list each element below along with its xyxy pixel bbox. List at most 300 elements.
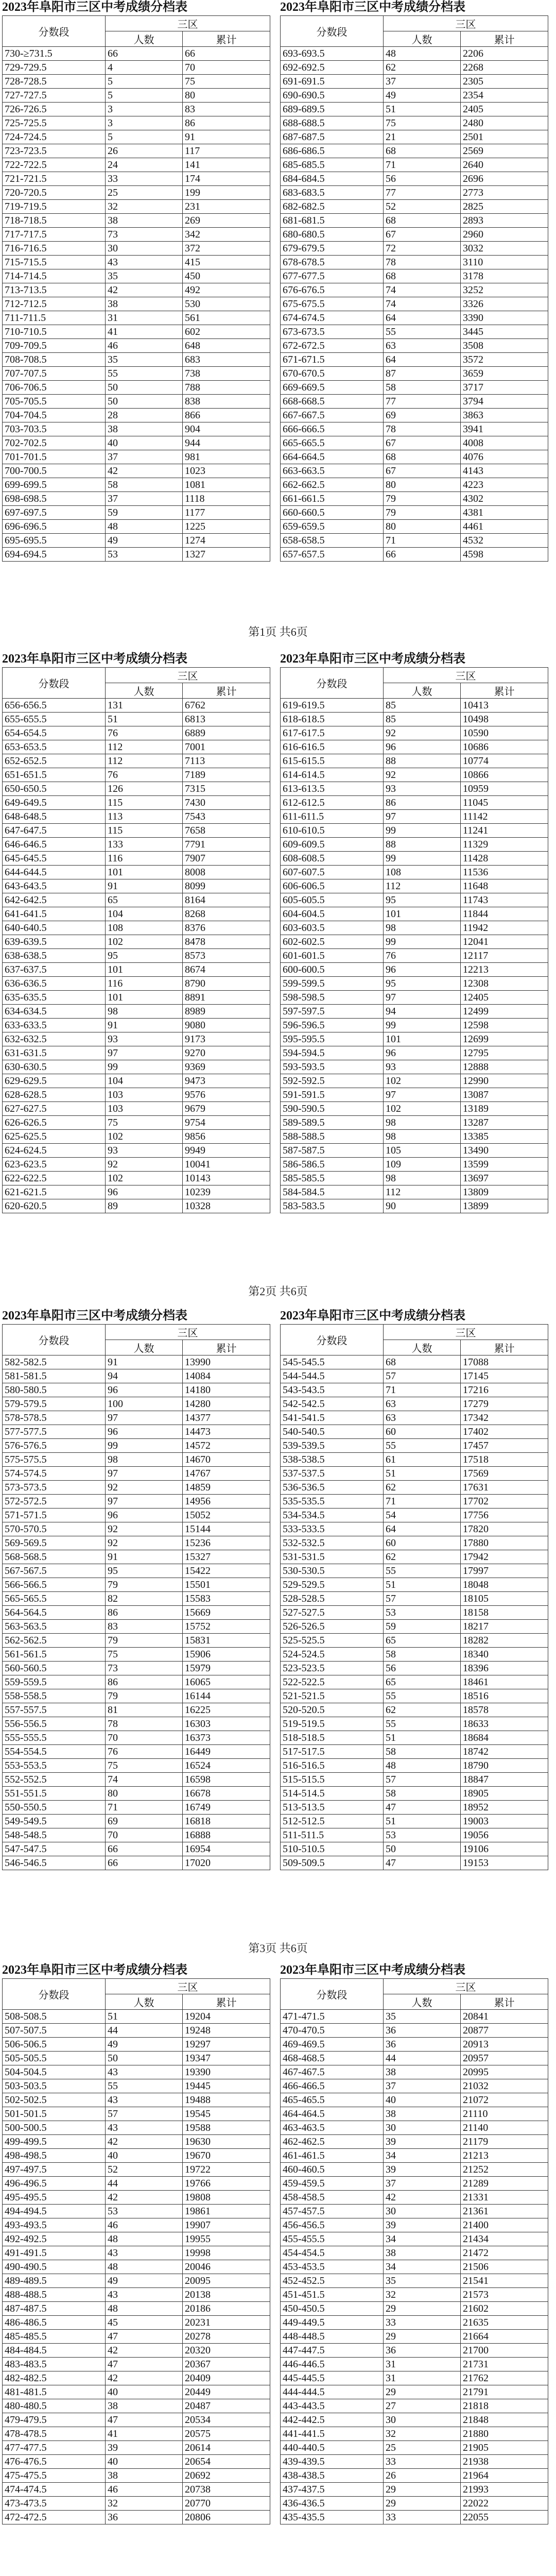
score-range-cell: 631-631.5: [3, 1046, 106, 1060]
count-cell: 47: [106, 2358, 183, 2371]
count-cell: 37: [106, 450, 183, 464]
score-range-cell: 449-449.5: [281, 2316, 384, 2330]
count-cell: 57: [384, 1369, 461, 1383]
cumulative-cell: 3032: [461, 242, 548, 256]
score-range-cell: 715-715.5: [3, 256, 106, 269]
score-range-cell: 727-727.5: [3, 89, 106, 103]
score-range-cell: 492-492.5: [3, 2232, 106, 2246]
table-row: [281, 2455, 548, 2469]
count-cell: 101: [106, 963, 183, 977]
table-row: [281, 1550, 548, 1564]
score-range-cell: 650-650.5: [3, 782, 106, 796]
score-range-cell: 610-610.5: [281, 824, 384, 838]
score-range-cell: 635-635.5: [3, 991, 106, 1005]
table-row: [281, 1536, 548, 1550]
table-row: [281, 1130, 548, 1144]
count-cell: 32: [106, 200, 183, 214]
cumulative-cell: 3863: [461, 409, 548, 422]
score-table: [280, 15, 548, 562]
cumulative-cell: 11743: [461, 893, 548, 907]
table-row: [281, 2260, 548, 2274]
table-row: [3, 1046, 270, 1060]
score-range-cell: 655-655.5: [3, 713, 106, 726]
score-range-cell: 703-703.5: [3, 422, 106, 436]
score-range-cell: 494-494.5: [3, 2205, 106, 2218]
count-cell: 38: [106, 422, 183, 436]
count-cell: 48: [106, 2232, 183, 2246]
count-cell: 97: [106, 1411, 183, 1425]
score-range-cell: 513-513.5: [281, 1801, 384, 1815]
score-range-cell: 466-466.5: [281, 2079, 384, 2093]
count-cell: 95: [384, 977, 461, 991]
score-range-cell: 719-719.5: [3, 200, 106, 214]
score-range-cell: 443-443.5: [281, 2399, 384, 2413]
cumulative-cell: 372: [183, 242, 270, 256]
count-cell: 92: [384, 726, 461, 740]
cumulative-cell: 15236: [183, 1536, 270, 1550]
table-row: [3, 1467, 270, 1481]
table-row: [281, 2065, 548, 2079]
score-range-cell: 608-608.5: [281, 852, 384, 866]
table-row: [3, 103, 270, 116]
score-range-cell: 613-613.5: [281, 782, 384, 796]
cumulative-cell: 1177: [183, 506, 270, 520]
table-row: [3, 1074, 270, 1088]
count-cell: 76: [384, 949, 461, 963]
count-cell: 97: [106, 1046, 183, 1060]
count-cell: 70: [106, 1731, 183, 1745]
score-range-cell: 543-543.5: [281, 1383, 384, 1397]
count-cell: 56: [384, 1662, 461, 1675]
count-cell: 51: [106, 713, 183, 726]
count-cell: 39: [106, 2441, 183, 2455]
score-range-cell: 624-624.5: [3, 1144, 106, 1158]
count-cell: 98: [106, 1005, 183, 1019]
table-row: [3, 2288, 270, 2302]
cumulative-cell: 20738: [183, 2483, 270, 2497]
score-range-cell: 630-630.5: [3, 1060, 106, 1074]
count-cell: 55: [384, 1717, 461, 1731]
cumulative-cell: 561: [183, 311, 270, 325]
table-row: [281, 907, 548, 921]
table-row: [3, 325, 270, 339]
score-range-cell: 591-591.5: [281, 1088, 384, 1102]
table-row: [3, 977, 270, 991]
table-row: [3, 1675, 270, 1689]
score-range-cell: 574-574.5: [3, 1467, 106, 1481]
score-range-cell: 637-637.5: [3, 963, 106, 977]
count-cell: 71: [384, 1495, 461, 1509]
cumulative-cell: 91: [183, 130, 270, 144]
cumulative-cell: 2640: [461, 158, 548, 172]
score-range-cell: 570-570.5: [3, 1522, 106, 1536]
cumulative-cell: 18158: [461, 1606, 548, 1620]
count-cell: 5: [106, 75, 183, 89]
count-cell: 58: [384, 1787, 461, 1801]
header-cumulative: 累计: [183, 1340, 270, 1355]
table-row: [3, 1787, 270, 1801]
cumulative-cell: 10498: [461, 713, 548, 726]
table-row: [281, 2079, 548, 2093]
score-range-cell: 515-515.5: [281, 1773, 384, 1787]
count-cell: 76: [106, 726, 183, 740]
count-cell: 85: [384, 699, 461, 713]
cumulative-cell: 14767: [183, 1467, 270, 1481]
score-range-cell: 594-594.5: [281, 1046, 384, 1060]
cumulative-cell: 17518: [461, 1453, 548, 1467]
cumulative-cell: 70: [183, 61, 270, 75]
table-row: [281, 1425, 548, 1439]
count-cell: 48: [384, 1759, 461, 1773]
cumulative-cell: 2268: [461, 61, 548, 75]
table-row: [281, 1481, 548, 1495]
table-title: 2023年阜阳市三区中考成绩分档表: [2, 1, 187, 14]
score-range-cell: 726-726.5: [3, 103, 106, 116]
cumulative-cell: 10143: [183, 1172, 270, 1185]
cumulative-cell: 450: [183, 269, 270, 283]
cumulative-cell: 22055: [461, 2511, 548, 2524]
table-row: [3, 1759, 270, 1773]
table-title: 2023年阜阳市三区中考成绩分档表: [280, 1309, 465, 1323]
count-cell: 42: [106, 2191, 183, 2205]
header-count: 人数: [384, 683, 461, 699]
table-row: [281, 200, 548, 214]
count-cell: 60: [384, 1425, 461, 1439]
table-row: [3, 1648, 270, 1662]
score-range-cell: 520-520.5: [281, 1703, 384, 1717]
header-district: 三区: [384, 668, 548, 683]
count-cell: 41: [106, 325, 183, 339]
count-cell: 52: [384, 200, 461, 214]
cumulative-cell: 20770: [183, 2497, 270, 2511]
cumulative-cell: 19153: [461, 1856, 548, 1870]
count-cell: 69: [106, 1815, 183, 1828]
cumulative-cell: 19390: [183, 2065, 270, 2079]
score-range-cell: 540-540.5: [281, 1425, 384, 1439]
count-cell: 42: [106, 283, 183, 297]
score-range-cell: 501-501.5: [3, 2107, 106, 2121]
score-range-cell: 649-649.5: [3, 796, 106, 810]
table-row: [3, 754, 270, 768]
cumulative-cell: 12888: [461, 1060, 548, 1074]
table-row: [3, 879, 270, 893]
cumulative-cell: 80: [183, 89, 270, 103]
score-range-cell: 666-666.5: [281, 422, 384, 436]
score-range-cell: 692-692.5: [281, 61, 384, 75]
count-cell: 66: [106, 1856, 183, 1870]
table-row: [281, 1383, 548, 1397]
score-range-cell: 576-576.5: [3, 1439, 106, 1453]
score-range-cell: 505-505.5: [3, 2052, 106, 2065]
score-range-cell: 718-718.5: [3, 214, 106, 228]
count-cell: 78: [384, 422, 461, 436]
table-row: [281, 520, 548, 534]
cumulative-cell: 3326: [461, 297, 548, 311]
table-row: [281, 297, 548, 311]
table-row: [3, 1842, 270, 1856]
score-range-cell: 628-628.5: [3, 1088, 106, 1102]
count-cell: 46: [106, 339, 183, 353]
table-row: [3, 436, 270, 450]
score-range-cell: 464-464.5: [281, 2107, 384, 2121]
table-row: [281, 214, 548, 228]
count-cell: 50: [106, 395, 183, 409]
score-range-cell: 544-544.5: [281, 1369, 384, 1383]
cumulative-cell: 9679: [183, 1102, 270, 1116]
cumulative-cell: 13899: [461, 1199, 548, 1213]
table-row: [281, 2483, 548, 2497]
table-section-right: [280, 652, 554, 1213]
count-cell: 52: [106, 2163, 183, 2177]
cumulative-cell: 12699: [461, 1032, 548, 1046]
score-range-cell: 495-495.5: [3, 2191, 106, 2205]
table-row: [3, 130, 270, 144]
score-range-cell: 463-463.5: [281, 2121, 384, 2135]
score-range-cell: 558-558.5: [3, 1689, 106, 1703]
count-cell: 55: [106, 367, 183, 381]
count-cell: 99: [106, 1439, 183, 1453]
count-cell: 108: [384, 866, 461, 879]
page: [0, 652, 556, 1298]
cumulative-cell: 17145: [461, 1369, 548, 1383]
count-cell: 74: [106, 1773, 183, 1787]
count-cell: 116: [106, 852, 183, 866]
cumulative-cell: 3252: [461, 283, 548, 297]
cumulative-cell: 1327: [183, 548, 270, 562]
table-row: [281, 1144, 548, 1158]
score-range-cell: 480-480.5: [3, 2399, 106, 2413]
table-row: [3, 492, 270, 506]
count-cell: 33: [384, 2455, 461, 2469]
cumulative-cell: 21400: [461, 2218, 548, 2232]
score-range-cell: 633-633.5: [3, 1019, 106, 1032]
table-section-right: [280, 0, 554, 562]
cumulative-cell: 8674: [183, 963, 270, 977]
count-cell: 48: [106, 2260, 183, 2274]
count-cell: 30: [384, 2121, 461, 2135]
cumulative-cell: 117: [183, 144, 270, 158]
count-cell: 67: [384, 464, 461, 478]
score-range-cell: 586-586.5: [281, 1158, 384, 1172]
cumulative-cell: 683: [183, 353, 270, 367]
count-cell: 38: [106, 2469, 183, 2483]
cumulative-cell: 16598: [183, 1773, 270, 1787]
cumulative-cell: 944: [183, 436, 270, 450]
score-range-cell: 600-600.5: [281, 963, 384, 977]
cumulative-cell: 4302: [461, 492, 548, 506]
table-row: [281, 740, 548, 754]
score-range-cell: 665-665.5: [281, 436, 384, 450]
cumulative-cell: 21110: [461, 2107, 548, 2121]
score-range-cell: 706-706.5: [3, 381, 106, 395]
count-cell: 29: [384, 2302, 461, 2316]
score-range-cell: 605-605.5: [281, 893, 384, 907]
score-range-cell: 709-709.5: [3, 339, 106, 353]
score-range-cell: 497-497.5: [3, 2163, 106, 2177]
table-row: [3, 381, 270, 395]
cumulative-cell: 17569: [461, 1467, 548, 1481]
page-footer: 第2页 共6页: [248, 1285, 308, 1298]
count-cell: 25: [384, 2441, 461, 2455]
cumulative-cell: 20231: [183, 2316, 270, 2330]
cumulative-cell: 4008: [461, 436, 548, 450]
table-row: [281, 1662, 548, 1675]
table-row: [3, 2399, 270, 2413]
cumulative-cell: 20806: [183, 2511, 270, 2524]
count-cell: 83: [106, 1620, 183, 1634]
table-row: [3, 1606, 270, 1620]
cumulative-cell: 20409: [183, 2371, 270, 2385]
cumulative-cell: 21140: [461, 2121, 548, 2135]
table-row: [3, 2010, 270, 2024]
table-row: [3, 935, 270, 949]
table-row: [281, 381, 548, 395]
page: [0, 1963, 556, 2576]
count-cell: 101: [106, 991, 183, 1005]
score-range-cell: 636-636.5: [3, 977, 106, 991]
count-cell: 97: [384, 1088, 461, 1102]
cumulative-cell: 8573: [183, 949, 270, 963]
score-range-cell: 457-457.5: [281, 2205, 384, 2218]
cumulative-cell: 19106: [461, 1842, 548, 1856]
count-cell: 64: [384, 1522, 461, 1536]
count-cell: 73: [106, 228, 183, 242]
cumulative-cell: 13809: [461, 1185, 548, 1199]
header-count: 人数: [106, 1340, 183, 1355]
table-row: [281, 921, 548, 935]
count-cell: 43: [106, 2288, 183, 2302]
cumulative-cell: 9856: [183, 1130, 270, 1144]
count-cell: 92: [384, 768, 461, 782]
count-cell: 86: [106, 1675, 183, 1689]
score-range-cell: 474-474.5: [3, 2483, 106, 2497]
table-row: [281, 311, 548, 325]
cumulative-cell: 21506: [461, 2260, 548, 2274]
table-row: [281, 47, 548, 61]
cumulative-cell: 18340: [461, 1648, 548, 1662]
table-row: [281, 269, 548, 283]
table-row: [281, 1439, 548, 1453]
score-range-cell: 531-531.5: [281, 1550, 384, 1564]
cumulative-cell: 2354: [461, 89, 548, 103]
cumulative-cell: 1023: [183, 464, 270, 478]
table-row: [3, 89, 270, 103]
count-cell: 47: [106, 2330, 183, 2344]
cumulative-cell: 15906: [183, 1648, 270, 1662]
table-row: [3, 2441, 270, 2455]
table-row: [3, 740, 270, 754]
score-range-cell: 553-553.5: [3, 1759, 106, 1773]
score-range-cell: 440-440.5: [281, 2441, 384, 2455]
table-row: [3, 1481, 270, 1495]
count-cell: 36: [384, 2344, 461, 2358]
table-row: [281, 409, 548, 422]
count-cell: 62: [384, 1481, 461, 1495]
table-row: [3, 1745, 270, 1759]
cumulative-cell: 3659: [461, 367, 548, 381]
cumulative-cell: 14572: [183, 1439, 270, 1453]
header-count: 人数: [106, 31, 183, 47]
table-row: [281, 2010, 548, 2024]
count-cell: 40: [106, 436, 183, 450]
count-cell: 47: [384, 1801, 461, 1815]
count-cell: 44: [106, 2177, 183, 2191]
count-cell: 41: [106, 2427, 183, 2441]
score-range-cell: 439-439.5: [281, 2455, 384, 2469]
table-row: [3, 726, 270, 740]
count-cell: 3: [106, 103, 183, 116]
score-range-cell: 684-684.5: [281, 172, 384, 186]
table-row: [3, 450, 270, 464]
count-cell: 91: [106, 1355, 183, 1369]
table-row: [281, 61, 548, 75]
score-range-cell: 456-456.5: [281, 2218, 384, 2232]
score-range-cell: 713-713.5: [3, 283, 106, 297]
score-range-cell: 523-523.5: [281, 1662, 384, 1675]
count-cell: 31: [384, 2358, 461, 2371]
cumulative-cell: 16749: [183, 1801, 270, 1815]
cumulative-cell: 18952: [461, 1801, 548, 1815]
score-range-cell: 621-621.5: [3, 1185, 106, 1199]
header-count: 人数: [384, 31, 461, 47]
table-title: 2023年阜阳市三区中考成绩分档表: [2, 1963, 187, 1977]
cumulative-cell: 19588: [183, 2121, 270, 2135]
score-range-cell: 486-486.5: [3, 2316, 106, 2330]
cumulative-cell: 7001: [183, 740, 270, 754]
score-range-cell: 490-490.5: [3, 2260, 106, 2274]
table-row: [281, 116, 548, 130]
count-cell: 40: [384, 2093, 461, 2107]
count-cell: 55: [384, 325, 461, 339]
table-row: [3, 1411, 270, 1425]
score-range-cell: 589-589.5: [281, 1116, 384, 1130]
score-range-cell: 651-651.5: [3, 768, 106, 782]
score-range-cell: 714-714.5: [3, 269, 106, 283]
table-row: [3, 186, 270, 200]
table-row: [281, 1801, 548, 1815]
table-row: [3, 1815, 270, 1828]
cumulative-cell: 1274: [183, 534, 270, 548]
score-range-cell: 469-469.5: [281, 2038, 384, 2052]
cumulative-cell: 20575: [183, 2427, 270, 2441]
cumulative-cell: 21032: [461, 2079, 548, 2093]
count-cell: 55: [384, 1564, 461, 1578]
count-cell: 43: [106, 2093, 183, 2107]
score-range-cell: 453-453.5: [281, 2260, 384, 2274]
cumulative-cell: 20320: [183, 2344, 270, 2358]
cumulative-cell: 15979: [183, 1662, 270, 1675]
score-range-cell: 662-662.5: [281, 478, 384, 492]
table-row: [281, 796, 548, 810]
score-range-cell: 711-711.5: [3, 311, 106, 325]
cumulative-cell: 18048: [461, 1578, 548, 1592]
cumulative-cell: 19297: [183, 2038, 270, 2052]
score-range-cell: 436-436.5: [281, 2497, 384, 2511]
table-row: [3, 2205, 270, 2218]
score-range-cell: 699-699.5: [3, 478, 106, 492]
header-district: 三区: [384, 16, 548, 31]
score-range-cell: 623-623.5: [3, 1158, 106, 1172]
cumulative-cell: 8478: [183, 935, 270, 949]
cumulative-cell: 12990: [461, 1074, 548, 1088]
cumulative-cell: 21289: [461, 2177, 548, 2191]
table-row: [3, 2413, 270, 2427]
count-cell: 104: [106, 1074, 183, 1088]
cumulative-cell: 4598: [461, 548, 548, 562]
table-row: [281, 186, 548, 200]
count-cell: 40: [106, 2149, 183, 2163]
count-cell: 78: [384, 256, 461, 269]
